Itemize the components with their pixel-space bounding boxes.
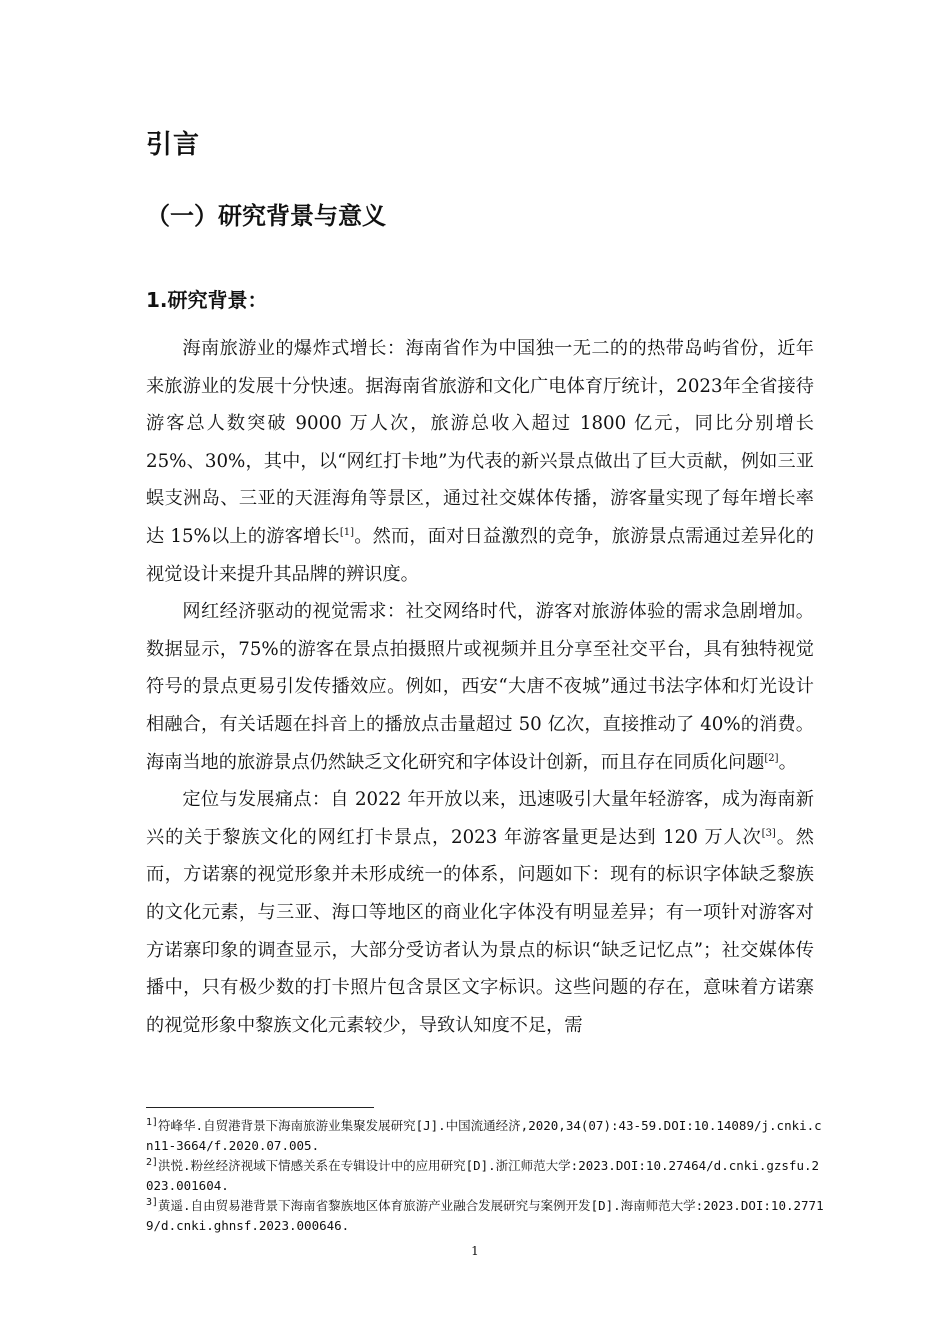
paragraph-3 bbox=[146, 781, 814, 1044]
footnote-text: 洪悦.粉丝经济视域下情感关系在专辑设计中的应用研究[D].浙江师范大学:2023.DOI:10.27464/d.cnki.gzsfu.2023.001604. bbox=[146, 1158, 820, 1193]
footnote-text: 符峰华.自贸港背景下海南旅游业集聚发展研究[J].中国流通经济,2020,34(07):43-59.DOI:10.14089/j.cnki.cn11-3664/f.2020.07.005. bbox=[146, 1118, 822, 1153]
body-text bbox=[146, 330, 814, 1044]
footnote-mark: 3] bbox=[146, 1196, 159, 1208]
paragraph-text-tail: 。然而，面对日益激烈的竞争，旅游景点需通过差异化的视觉设计来提升其品牌的辨识度。 bbox=[146, 525, 814, 585]
footnote-2 bbox=[146, 1156, 826, 1196]
section-heading: （一）研究背景与意义 bbox=[146, 202, 386, 230]
footnote-3 bbox=[146, 1196, 826, 1236]
heading-intro: 引言 bbox=[146, 130, 201, 160]
paragraph-1 bbox=[146, 330, 814, 593]
paragraph-text-tail: 。然而，方诺寨的视觉形象并未形成统一的体系，问题如下：现有的标识字体缺乏黎族的文化元素，与三亚、海口等地区的商业化字体没有明显差异；有一项针对游客对方诺寨印象的调查显示，大部分受访者认为景点的标识“缺乏记忆点”；社交媒体传播中，只有极少数的打卡照片包含景区文字标识。这些问题的存在，意味着方诺寨的视觉形象中黎族文化元素较少，导致认知度不足，需 bbox=[146, 826, 814, 1036]
paragraph-text: 网红经济驱动的视觉需求：社交网络时代，游客对旅游体验的需求急剧增加。数据显示，75%的游客在景点拍摄照片或视频并且分享至社交平台，具有独特视觉符号的景点更易引发传播效应。例如，西安“大唐不夜城”通过书法字体和灯光设计相融合，有关话题在抖音上的播放点击量超过 50 亿次，直接推动了 40%的消费。海南当地的旅游景点仍然缺乏文化研究和字体设计创新，而且存在同质化问题 bbox=[146, 601, 814, 773]
footnotes bbox=[146, 1116, 826, 1236]
paragraph-text: 定位与发展痛点：自 2022 年开放以来，迅速吸引大量年轻游客，成为海南新兴的关于黎族文化的网红打卡景点，2023 年游客量更是达到 120 万人次 bbox=[146, 789, 814, 848]
footnote-mark: 1] bbox=[146, 1116, 159, 1128]
footnote-ref-1: [1] bbox=[339, 526, 354, 538]
paragraph-2 bbox=[146, 593, 814, 781]
subsection-heading: 1.研究背景： bbox=[146, 288, 268, 312]
page-number: 1 bbox=[471, 1244, 479, 1258]
footnote-divider bbox=[146, 1107, 374, 1108]
footnote-1 bbox=[146, 1116, 826, 1156]
paragraph-text: 海南旅游业的爆炸式增长：海南省作为中国独一无二的的热带岛屿省份，近年来旅游业的发展十分快速。据海南省旅游和文化广电体育厅统计，2023年全省接待游客总人数突破 9000 万人次，旅游总收入超过 1800 亿元，同比分别增长 25%、30%，其中，以“网红打卡地”为代表的新兴景点做出了巨大贡献，例如三亚蜈支洲岛、三亚的天涯海角等景区，通过社交媒体传播，游客量实现了每年增长率达 15%以上的游客增长 bbox=[146, 338, 814, 547]
paragraph-text-tail: 。 bbox=[778, 751, 797, 773]
footnote-text: 黄遥.自由贸易港背景下海南省黎族地区体育旅游产业融合发展研究与案例开发[D].海南师范大学:2023.DOI:10.27719/d.cnki.ghnsf.2023.000646. bbox=[146, 1198, 824, 1233]
footnote-ref-2: [2] bbox=[764, 752, 779, 764]
footnote-mark: 2] bbox=[146, 1156, 159, 1168]
footnote-ref-3: [3] bbox=[761, 827, 776, 839]
